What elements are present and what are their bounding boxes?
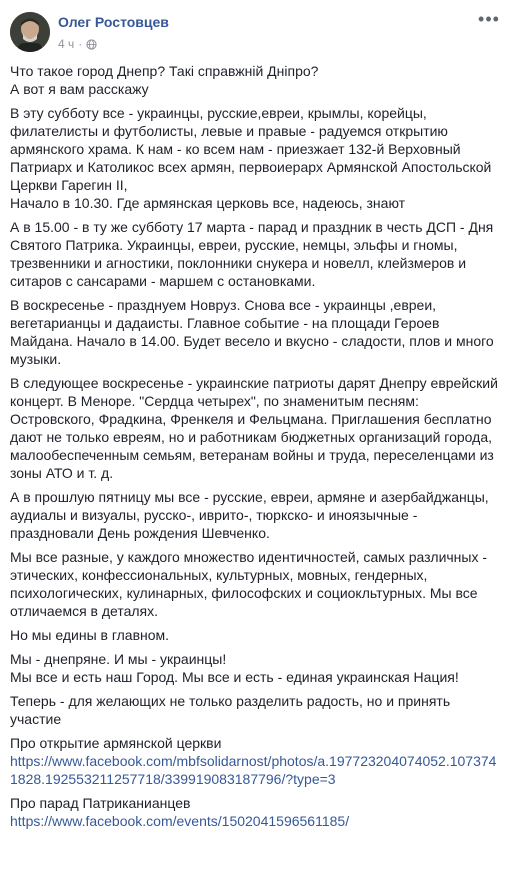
post-time[interactable]: 4 ч <box>58 37 75 51</box>
post-paragraph-concert: В следующее воскресенье - украинские патриоты дарят Днепру еврейский концерт. В Меноре. "Сердца четырех", по знаменитым песням: Островского, Фрадкина, Френкеля и Фельцмана. Приглашения бесплатно дают не только евреям, но и работникам бюджетных организаций города, малообеспеченным семьям, ветеранам войны и труда, переселенцами из зоны АТО и т. д. <box>10 375 498 481</box>
post-paragraph-church-link <box>10 734 501 788</box>
globe-icon[interactable] <box>86 39 97 50</box>
church-link[interactable]: https://www.facebook.com/mbfsolidarnost/photos/a.197723204074052.1073741828.192553211257718/339919083187796/?type=3 <box>10 753 497 787</box>
post-paragraph-united: Но мы едины в главном. <box>10 627 170 643</box>
author-avatar[interactable] <box>10 12 50 52</box>
avatar-image <box>10 12 50 52</box>
post-paragraph-parade-link <box>10 794 501 830</box>
post-paragraph-novruz: В воскресенье - празднуем Новруз. Снова все - украинцы ,евреи, вегетарианцы и дадаисты. Главное событие - на площади Героев Майдана. Начало в 14.00. Будет весело и вкусно - сладости, плов и много музыки. <box>10 297 494 367</box>
post-paragraph-nation: Мы - днепряне. И мы - украинцы! Мы все и есть наш Город. Мы все и есть - единая украинская Нация! <box>10 651 459 685</box>
post-paragraph-intro: Что такое город Днепр? Такі справжній Дніпро? А вот я вам расскажу <box>10 63 319 97</box>
post-meta <box>58 37 97 51</box>
post-paragraph-shevchenko: А в прошлую пятницу мы все - русские, евреи, армяне и азербайджанцы, аудиалы и визуалы, русско-, иврито-, тюркско- и иноязычные - праздновали День рождения Шевченко. <box>10 489 489 541</box>
church-link-label: Про открытие армянской церкви <box>10 735 222 751</box>
post-paragraph-invite: Теперь - для желающих не только разделить радость, но и принять участие <box>10 693 451 727</box>
post-body <box>0 62 511 830</box>
more-options-icon[interactable]: ••• <box>478 9 500 29</box>
parade-link-label: Про парад Патриканианцев <box>10 795 191 811</box>
author-name[interactable]: Олег Ростовцев <box>58 14 169 30</box>
post-paragraph-armenian-church: В эту субботу все - украинцы, русские,евреи, крымлы, корейцы, филателисты и футболисты, левые и правые - радуемся открытию армянского храма. К нам - ко всем нам - приезжает 132-й Верховный Патриарх и Католикос всех армян, первоиерарх Армянской Апостольской Церкви Гарегин II, Начало в 10.30. Где армянская церковь все, надеюсь, знают <box>10 105 492 211</box>
post-paragraph-diversity: Мы все разные, у каждого множество идентичностей, самых различных - этических, конфессиональных, культурных, мовных, гендерных, психологических, кулинарных, философских и социокльтурных. Мы все отличаемся в деталях. <box>10 549 488 619</box>
post-paragraph-st-patrick: А в 15.00 - в ту же субботу 17 марта - парад и праздник в честь ДСП - Дня Святого Патрика. Украинцы, евреи, русские, немцы, эльфы и гномы, трезвенники и агностики, поклонники снукера и новелл, клейзмеров и ситаров с сансарами - маршем с остановками. <box>10 219 494 289</box>
meta-dot: · <box>78 37 83 51</box>
post-header <box>0 0 511 62</box>
parade-link[interactable]: https://www.facebook.com/events/1502041596561185/ <box>10 813 350 829</box>
